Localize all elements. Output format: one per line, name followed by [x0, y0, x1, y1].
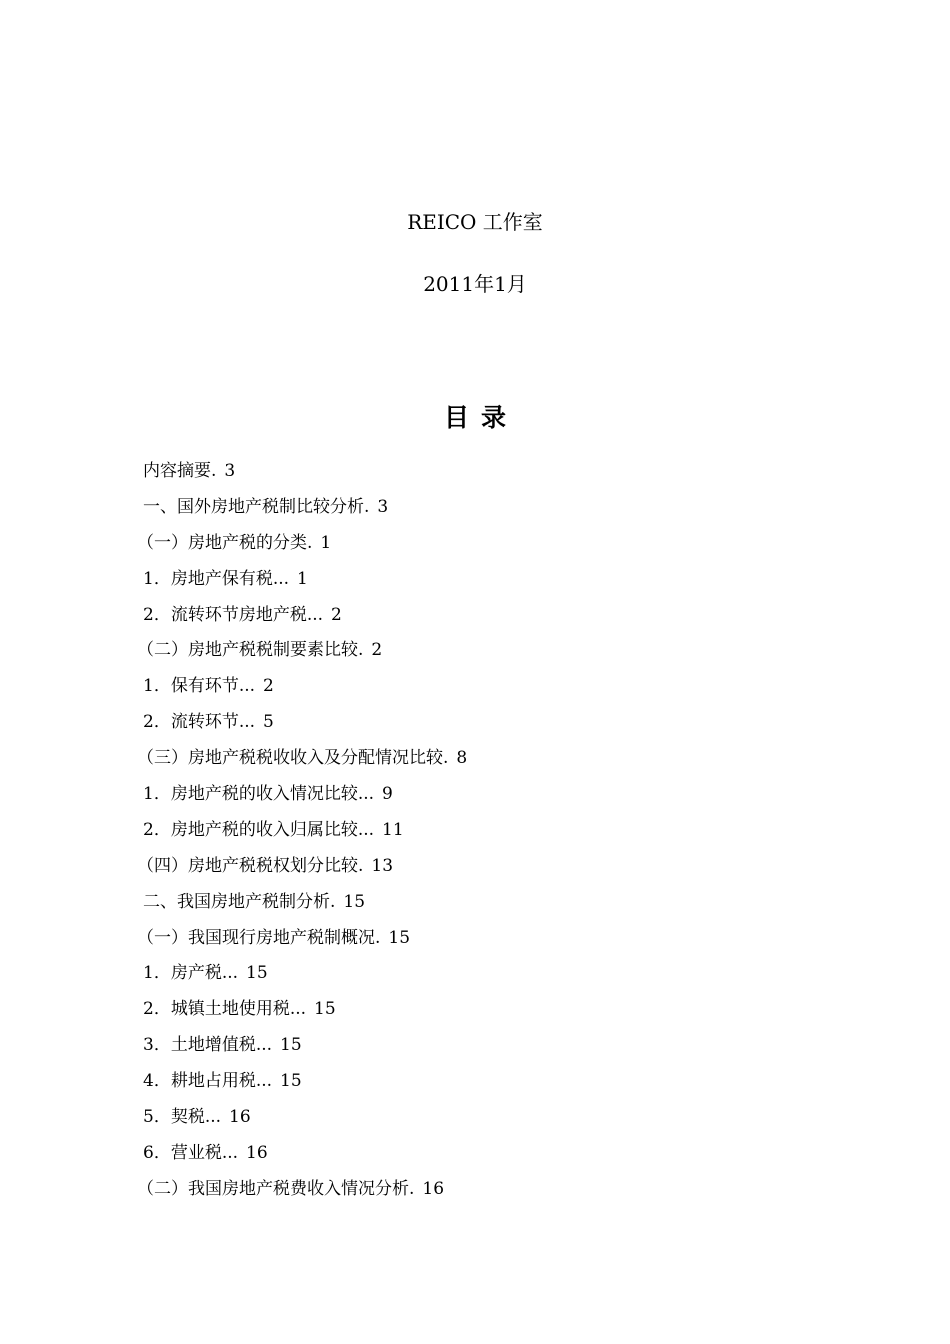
toc-entry-text: （二）房地产税税制要素比较.	[137, 640, 364, 661]
toc-entry-text: 二、我国房地产税制分析.	[143, 891, 336, 912]
toc-entry-text: 一、国外房地产税制比较分析.	[143, 496, 370, 517]
toc-page-number: 2	[263, 676, 274, 697]
toc-page-number: 11	[382, 819, 404, 840]
toc-entry[interactable]	[137, 921, 843, 957]
table-of-contents	[137, 454, 843, 1208]
toc-entry-text: 1．保有环节...	[143, 676, 256, 697]
toc-entry[interactable]	[137, 526, 843, 562]
toc-page-number: 3	[224, 461, 236, 481]
toc-page-number: 9	[382, 784, 393, 805]
toc-entry-text: （二）我国房地产税费收入情况分析.	[137, 1178, 415, 1199]
toc-entry-text: （四）房地产税税权划分比较.	[137, 855, 364, 876]
toc-entry[interactable]	[143, 1028, 843, 1064]
toc-page-number: 16	[229, 1107, 251, 1128]
toc-entry-text: 1．房产税...	[143, 963, 239, 984]
toc-entry[interactable]	[137, 1172, 843, 1208]
toc-entry[interactable]	[143, 1100, 843, 1136]
toc-entry-text: 3．土地增值税...	[143, 1035, 273, 1056]
toc-entry[interactable]	[143, 885, 843, 921]
toc-page-number: 5	[263, 712, 274, 733]
toc-page-number: 15	[246, 963, 268, 984]
toc-page-number: 15	[388, 927, 411, 948]
toc-entry[interactable]	[143, 598, 843, 634]
toc-page-number: 16	[246, 1142, 268, 1163]
toc-page-number: 2	[331, 604, 342, 625]
toc-entry-text: （一）房地产税的分类.	[137, 532, 313, 553]
toc-entry[interactable]	[143, 705, 843, 741]
toc-page-number: 15	[280, 1071, 302, 1092]
toc-page-number: 15	[343, 891, 366, 912]
toc-page-number: 13	[371, 855, 394, 876]
toc-page-number: 1	[320, 532, 332, 553]
toc-entry[interactable]	[143, 992, 843, 1028]
toc-entry-text: （一）我国现行房地产税制概况.	[137, 927, 381, 948]
toc-page-number: 2	[371, 640, 383, 661]
toc-entry-text: 5．契税...	[143, 1107, 222, 1128]
toc-entry[interactable]	[143, 454, 843, 490]
toc-page-number: 3	[377, 496, 389, 517]
toc-entry[interactable]	[143, 1136, 843, 1172]
toc-entry[interactable]	[143, 777, 843, 813]
toc-entry-text: 6．营业税...	[143, 1142, 239, 1163]
toc-entry-text: 1．房地产保有税...	[143, 568, 290, 589]
toc-page-number: 16	[422, 1178, 445, 1199]
publication-date: 2011年1月	[423, 272, 527, 296]
toc-page-number: 1	[297, 568, 308, 589]
toc-entry[interactable]	[143, 956, 843, 992]
toc-entry[interactable]	[143, 562, 843, 598]
toc-entry-text: 2．城镇土地使用税...	[143, 999, 307, 1020]
toc-entry-text: 2．流转环节房地产税...	[143, 604, 324, 625]
toc-page-number: 15	[314, 999, 336, 1020]
toc-entry[interactable]	[143, 813, 843, 849]
toc-entry[interactable]	[143, 490, 843, 526]
toc-entry[interactable]	[137, 849, 843, 885]
toc-entry[interactable]	[137, 633, 843, 669]
toc-entry[interactable]	[137, 741, 843, 777]
toc-entry-text: 1．房地产税的收入情况比较...	[143, 784, 375, 805]
toc-entry-text: 2．流转环节...	[143, 712, 256, 733]
toc-entry-text: 内容摘要.	[143, 461, 217, 481]
toc-page-number: 8	[456, 748, 468, 769]
toc-entry-text: 4．耕地占用税...	[143, 1071, 273, 1092]
toc-entry-text: （三）房地产税税收收入及分配情况比较.	[137, 748, 449, 769]
organization-name: REICO 工作室	[407, 210, 543, 234]
toc-page-number: 15	[280, 1035, 302, 1056]
toc-entry[interactable]	[143, 1064, 843, 1100]
toc-entry[interactable]	[143, 669, 843, 705]
toc-entry-text: 2．房地产税的收入归属比较...	[143, 819, 375, 840]
toc-title: 目录	[443, 403, 518, 432]
